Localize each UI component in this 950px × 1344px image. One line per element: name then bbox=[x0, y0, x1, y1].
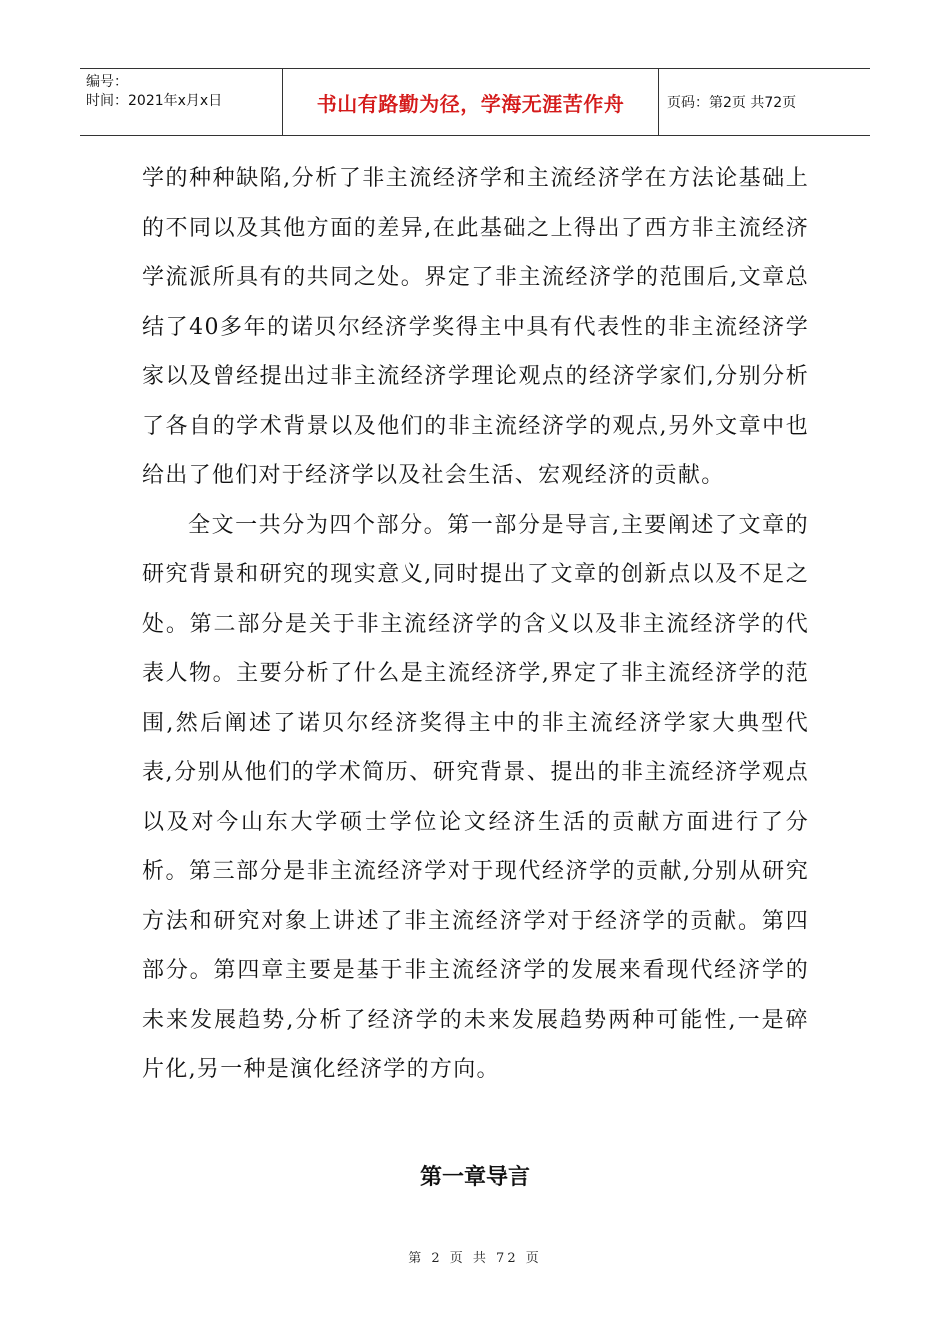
page-footer: 第 2 页 共 72 页 bbox=[408, 1251, 542, 1266]
time-label: 时间：2021年x月x日 bbox=[86, 93, 223, 109]
paragraph-structure: 全文一共分为四个部分。第一部分是导言,主要阐述了文章的研究背景和研究的现实意义,同时提出了文章的创新点以及不足之处。第二部分是关于非主流经济学的含义以及非主流经济学的代表人物。主要分析了什么是主流经济学,界定了非主流经济学的范围,然后阐述了诺贝尔经济奖得主中的非主流经济学家大典型代表,分别从他们的学术简历、研究背景、提出的非主流经济学观点以及对今山东大学硕士学位论文经济生活的贡献方面进行了分析。第三部分是非主流经济学对于现代经济学的贡献,分别从研究方法和研究对象上讲述了非主流经济学对于经济学的贡献。第四部分。第四章主要是基于非主流经济学的发展来看现代经济学的未来发展趋势,分析了经济学的未来发展趋势两种可能性,一是碎片化,另一种是演化经济学的方向。 bbox=[142, 512, 809, 1082]
document-body bbox=[142, 154, 809, 1095]
chapter-heading: 第一章导言 bbox=[419, 1165, 530, 1190]
header-motto-cell bbox=[283, 69, 659, 135]
page-header bbox=[80, 68, 870, 136]
header-meta bbox=[80, 69, 283, 135]
header-page-info: 页码：第2页 共72页 bbox=[667, 95, 797, 111]
paragraph-continued: 学的种种缺陷,分析了非主流经济学和主流经济学在方法论基础上的不同以及其他方面的差异,在此基础之上得出了西方非主流经济学流派所具有的共同之处。界定了非主流经济学的范围后,文章总结了40多年的诺贝尔经济学奖得主中具有代表性的非主流经济学家以及曾经提出过非主流经济学理论观点的经济学家们,分别分析了各自的学术背景以及他们的非主流经济学的观点,另外文章中也给出了他们对于经济学以及社会生活、宏观经济的贡献。 bbox=[142, 166, 809, 488]
number-label: 编号： bbox=[86, 74, 128, 90]
header-motto: 书山有路勤为径，学海无涯苦作舟 bbox=[316, 91, 625, 116]
